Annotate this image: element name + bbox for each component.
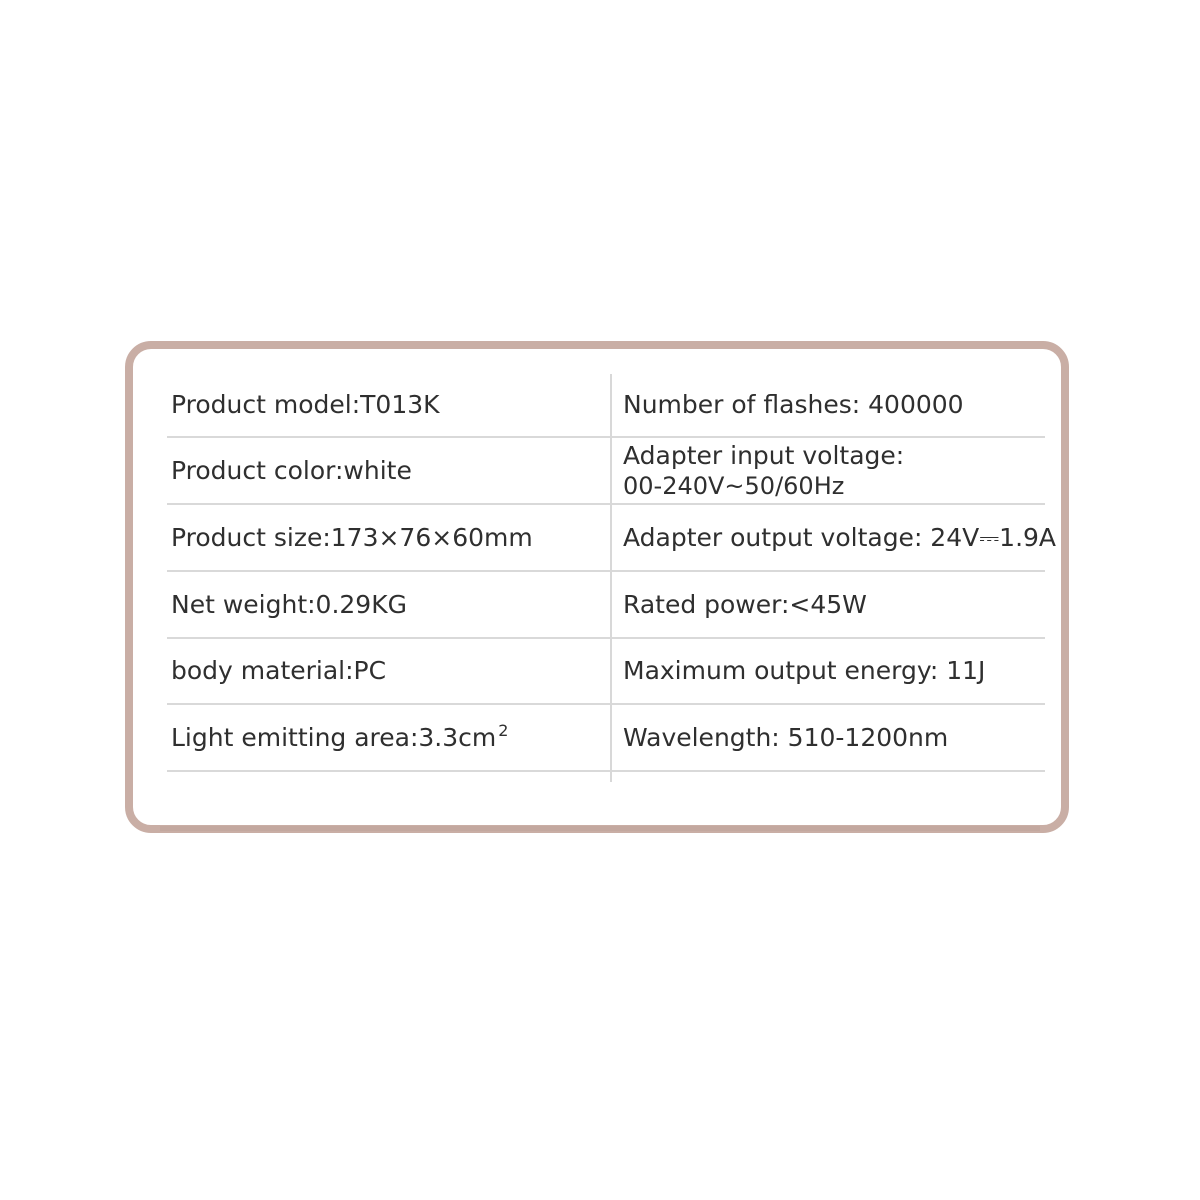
table-row bbox=[167, 639, 1045, 705]
spec-label: Product color:white bbox=[171, 455, 412, 485]
spec-label: Maximum output energy: 11J bbox=[623, 656, 986, 685]
spec-number-of-flashes bbox=[623, 374, 1045, 436]
spec-body-material bbox=[171, 639, 601, 703]
table-row bbox=[167, 438, 1045, 505]
spec-rated-power bbox=[623, 572, 1045, 637]
superscript: 2 bbox=[498, 720, 509, 740]
spec-label-wrap bbox=[171, 720, 601, 753]
spec-adapter-input-voltage bbox=[623, 438, 1045, 503]
table-row bbox=[167, 572, 1045, 639]
spec-label: Adapter input voltage: bbox=[623, 440, 905, 470]
table-row bbox=[167, 505, 1057, 572]
spec-table bbox=[167, 374, 1057, 782]
column-divider bbox=[610, 374, 612, 782]
spec-label: Number of flashes: 400000 bbox=[623, 390, 964, 419]
spec-net-weight bbox=[171, 572, 601, 637]
spec-label: Rated power:<45W bbox=[623, 589, 867, 619]
spec-label: Product size:173×76×60mm bbox=[171, 522, 533, 552]
spec-product-color bbox=[171, 438, 601, 503]
spec-product-model bbox=[171, 374, 601, 436]
spec-label: Net weight:0.29KG bbox=[171, 589, 407, 619]
spec-value: 00-240V~50/60Hz bbox=[623, 471, 845, 500]
spec-label: Product model:T013K bbox=[171, 390, 440, 419]
spec-label: Wavelength: 510-1200nm bbox=[623, 722, 949, 752]
table-row bbox=[167, 705, 1045, 772]
spec-wavelength bbox=[623, 705, 1045, 770]
spec-product-size bbox=[171, 505, 601, 570]
spec-label: Light emitting area:3.3cm bbox=[171, 722, 497, 752]
spec-adapter-output-voltage bbox=[623, 505, 1057, 570]
table-row bbox=[167, 374, 1045, 438]
spec-light-emitting-area bbox=[171, 705, 601, 770]
spec-label: body material:PC bbox=[171, 656, 387, 685]
spec-label: Adapter output voltage: 24V⎓1.9A bbox=[623, 522, 1057, 552]
row-divider bbox=[167, 770, 1045, 772]
card-shadow bbox=[160, 826, 1040, 831]
spec-card bbox=[125, 341, 1069, 833]
spec-maximum-output-energy bbox=[623, 639, 1045, 703]
